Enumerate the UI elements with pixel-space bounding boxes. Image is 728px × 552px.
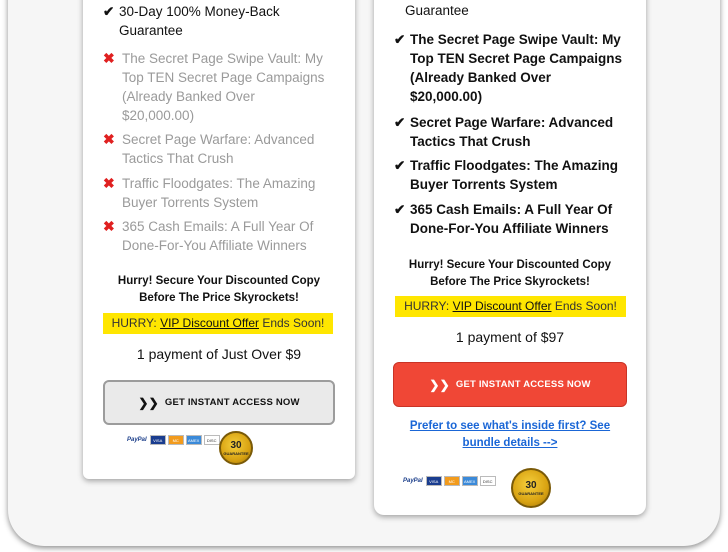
feature-text: (Already Banked Over bbox=[410, 70, 552, 85]
feature-item bbox=[103, 49, 348, 125]
feature-text: Buyer Torrents System bbox=[122, 195, 259, 210]
pricing-card-bundle bbox=[374, 0, 646, 515]
feature-item bbox=[394, 200, 644, 238]
price-text: 1 payment of $97 bbox=[455, 329, 565, 345]
feature-text: 365 Cash Emails: A Full Year Of bbox=[410, 202, 613, 217]
feature-text: Top TEN Secret Page Campaigns bbox=[410, 51, 623, 66]
feature-text: Top TEN Secret Page Campaigns bbox=[122, 70, 325, 85]
price-text: 1 payment of Just Over $9 bbox=[136, 346, 302, 362]
amex-icon: AMEX bbox=[462, 476, 478, 486]
feature-text: Done-For-You Affiliate Winners bbox=[410, 221, 609, 236]
feature-text: Tactics That Crush bbox=[122, 151, 234, 166]
guarantee-badge-icon: 30 GUARANTEE bbox=[219, 431, 253, 465]
cross-icon: ✖ bbox=[103, 50, 115, 66]
discount-banner: HURRY: VIP Discount Offer Ends Soon! bbox=[395, 296, 626, 317]
visa-icon: VISA bbox=[150, 435, 166, 445]
amex-icon: AMEX bbox=[186, 435, 202, 445]
feature-text: 30-Day 100% Money-Back bbox=[119, 4, 280, 19]
feature-text: The Secret Page Swipe Vault: My bbox=[410, 32, 621, 47]
feature-item bbox=[394, 156, 644, 194]
mastercard-icon: MC bbox=[168, 435, 184, 445]
chevron-right-icon: ❯❯ bbox=[138, 395, 159, 410]
feature-item bbox=[394, 30, 644, 106]
feature-text: Traffic Floodgates: The Amazing bbox=[410, 158, 619, 173]
discount-banner: HURRY: VIP Discount Offer Ends Soon! bbox=[103, 313, 333, 334]
paypal-icon: PayPal bbox=[403, 478, 423, 484]
guarantee-badge-icon: 30 GUARANTEE bbox=[511, 468, 551, 508]
check-icon: ✔ bbox=[394, 202, 406, 217]
feature-item bbox=[394, 113, 644, 151]
discover-icon: DISC bbox=[480, 476, 496, 486]
feature-item bbox=[103, 130, 348, 168]
cross-icon: ✖ bbox=[103, 175, 115, 191]
payment-methods bbox=[403, 476, 498, 486]
cross-icon: ✖ bbox=[103, 218, 115, 234]
feature-item bbox=[103, 174, 348, 212]
cross-icon: ✖ bbox=[103, 131, 115, 147]
feature-text: Traffic Floodgates: The Amazing bbox=[122, 176, 316, 191]
feature-text: $20,000.00) bbox=[410, 89, 483, 104]
feature-text: Guarantee bbox=[119, 23, 183, 38]
urgency-text: Hurry! Secure Your Discounted Copy Before The Price Skyrockets! bbox=[408, 259, 612, 288]
feature-item bbox=[103, 217, 348, 255]
feature-text: Done-For-You Affiliate Winners bbox=[122, 238, 307, 253]
check-icon: ✔ bbox=[103, 4, 115, 19]
pricing-card-basic bbox=[83, 0, 355, 479]
feature-continuation: Guarantee bbox=[405, 3, 469, 18]
feature-text: Tactics That Crush bbox=[410, 134, 531, 149]
feature-text: (Already Banked Over bbox=[122, 89, 255, 104]
visa-icon: VISA bbox=[426, 476, 442, 486]
chevron-right-icon: ❯❯ bbox=[429, 377, 450, 392]
mastercard-icon: MC bbox=[444, 476, 460, 486]
vip-discount-link[interactable]: VIP Discount Offer bbox=[160, 316, 259, 330]
bundle-details-link[interactable]: Prefer to see what's inside first? See bundle details --> bbox=[409, 420, 611, 449]
check-icon: ✔ bbox=[394, 32, 406, 47]
feature-text: Buyer Torrents System bbox=[410, 177, 558, 192]
feature-text: Secret Page Warfare: Advanced bbox=[122, 132, 315, 147]
feature-text: 365 Cash Emails: A Full Year Of bbox=[122, 219, 314, 234]
check-icon: ✔ bbox=[394, 115, 406, 130]
check-icon: ✔ bbox=[394, 158, 406, 173]
vip-discount-link[interactable]: VIP Discount Offer bbox=[452, 299, 552, 313]
get-instant-access-button[interactable]: ❯❯ GET INSTANT ACCESS NOW bbox=[103, 380, 335, 425]
paypal-icon: PayPal bbox=[127, 437, 147, 443]
discover-icon: DISC bbox=[204, 435, 220, 445]
payment-methods bbox=[127, 435, 222, 445]
feature-text: $20,000.00) bbox=[122, 108, 195, 123]
urgency-text: Hurry! Secure Your Discounted Copy Before The Price Skyrockets! bbox=[117, 275, 321, 304]
feature-text: The Secret Page Swipe Vault: My bbox=[122, 51, 323, 66]
get-instant-access-button[interactable]: ❯❯ GET INSTANT ACCESS NOW bbox=[393, 362, 627, 407]
feature-item bbox=[103, 2, 343, 40]
feature-text: Secret Page Warfare: Advanced bbox=[410, 115, 614, 130]
